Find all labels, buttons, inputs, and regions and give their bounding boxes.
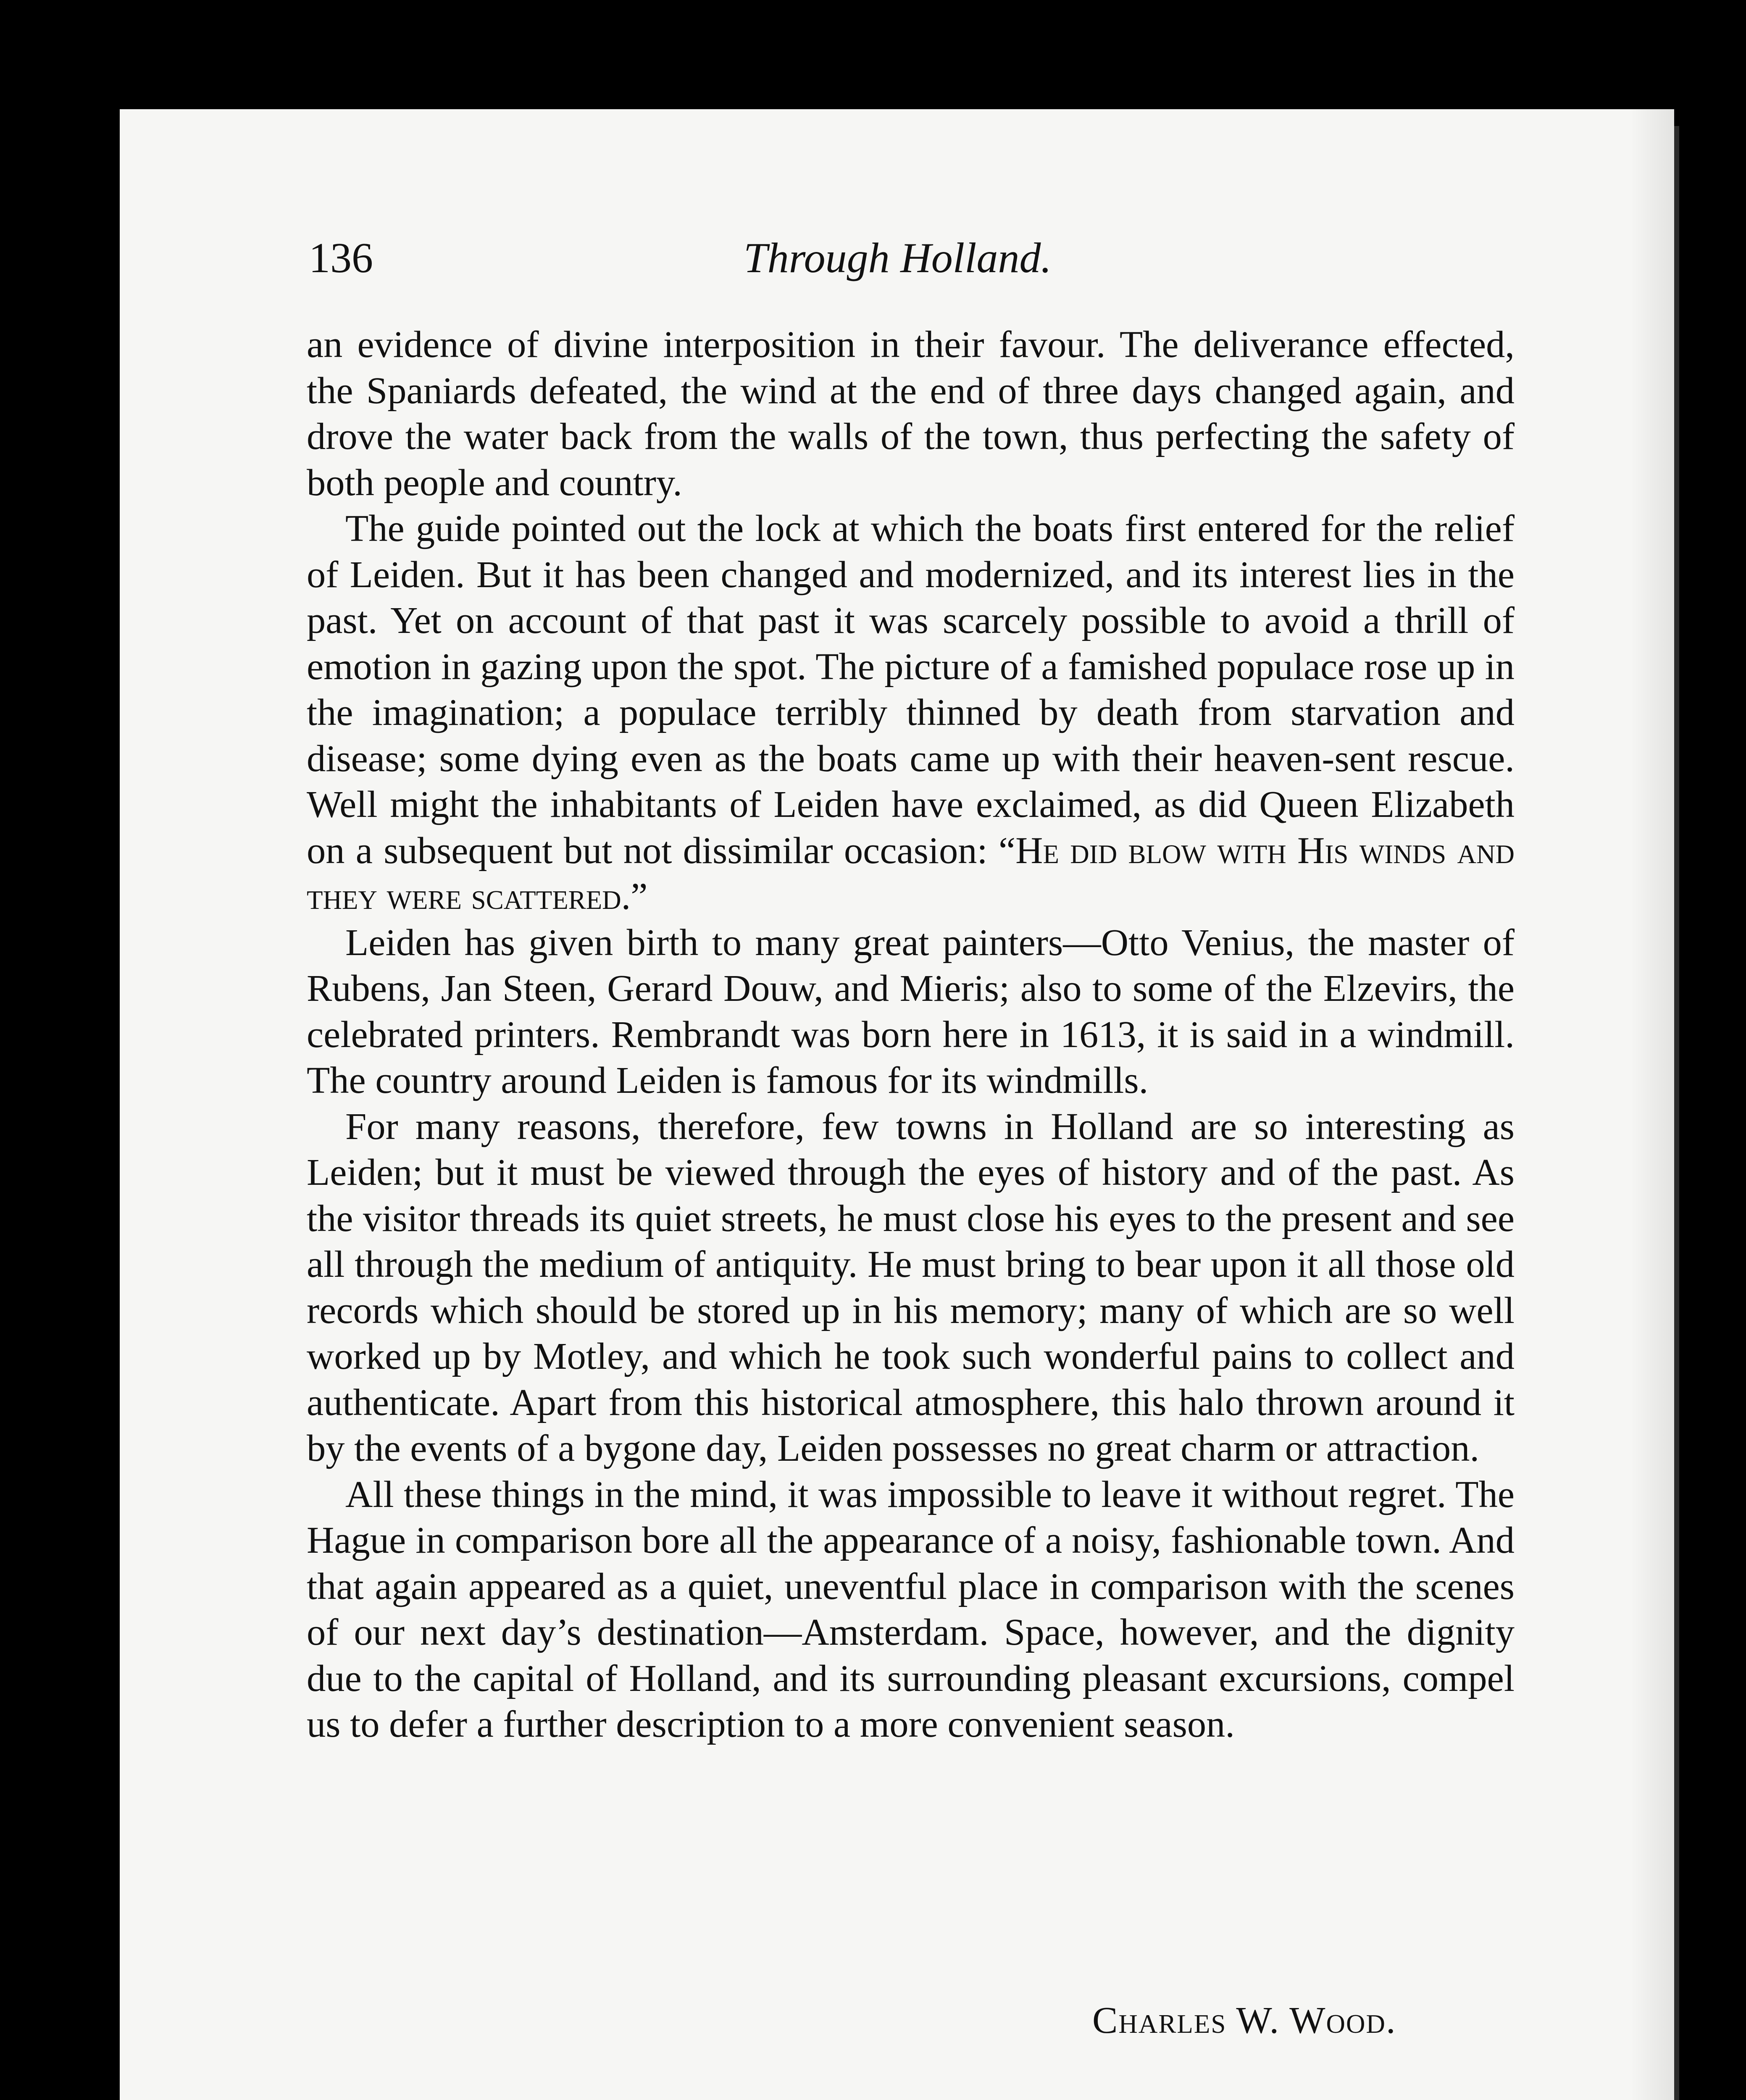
- page-edge: [1674, 126, 1679, 2100]
- paragraph-3: Leiden has given birth to many great painters—Otto Venius, the master of Rubens, Jan Steen, Gerard Douw, and Mieris; also to some of the Elzevirs, the celebrated printers. Rembrandt was born here in 1613, it is said in a windmill. The country around Leiden is famous for its windmills.: [307, 921, 1515, 1101]
- author-signature: Charles W. Wood.: [1092, 1999, 1396, 2041]
- body-text: [307, 321, 1515, 1747]
- paragraph-5: All these things in the mind, it was impossible to leave it without regret. The Hague in comparison bore all the appearance of a noisy, fashionable town. And that again appeared as a quiet, uneventful place in comparison with the scenes of our next day’s destination—Amsterdam. Space, however, and the dignity due to the capital of Holland, and its surrounding pleasant excursions, compel us to defer a further description to a more convenient season.: [307, 1473, 1515, 1745]
- paragraph-1: an evidence of divine interposition in their favour. The deliverance effected, the Spaniards defeated, the wind at the end of three days changed again, and drove the water back from the walls of the town, thus perfecting the safety of both people and country.: [307, 323, 1515, 504]
- paragraph-4: For many reasons, therefore, few towns in Holland are so interesting as Leiden; but it must be viewed through the eyes of history and of the past. As the visitor threads its quiet streets, he must close his eyes to the present and see all through the medium of antiquity. He must bring to bear upon it all those old records which should be stored up in his memory; many of which are so well worked up by Motley, and which he took such wonderful pains to collect and authenticate. Apart from this historical atmosphere, this halo thrown around it by the events of a bygone day, Leiden possesses no great charm or attraction.: [307, 1105, 1515, 1469]
- page-number: 136: [309, 234, 373, 282]
- scripture-quote: “He did blow with His winds and they were scattered.”: [307, 829, 1515, 917]
- running-title: Through Holland.: [744, 234, 1052, 282]
- paragraph-2: The guide pointed out the lock at which the boats first entered for the relief of Leiden. But it has been changed and modernized, and its interest lies in the past. Yet on account of that past it was scarcely possible to avoid a thrill of emotion in gazing upon the spot. The picture of a famished populace rose up in the imagination; a populace terribly thinned by death from starvation and disease; some dying even as the boats came up with their heaven-sent rescue. Well might the inhabitants of Leiden have exclaimed, as did Queen Elizabeth on a subsequent but not dissimilar occasion: “He did blow with His winds and they were scattered.”: [307, 507, 1515, 917]
- page-shadow: [1630, 109, 1674, 2100]
